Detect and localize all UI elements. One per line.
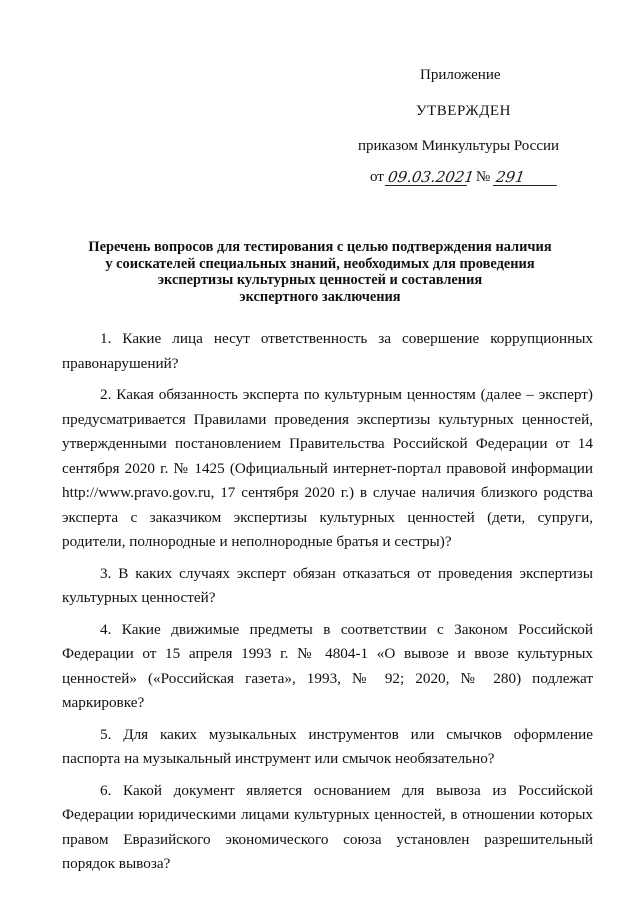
question-item: 5. Для каких музыкальных инструментов или смычков оформление паспорта на музыкальный инструмент или смычок необязательно?	[62, 725, 593, 767]
question-item: 1. Какие лица несут ответственность за совершение коррупционных правонарушений?	[62, 330, 593, 372]
title-line: у соискателей специальных знаний, необходимых для проведения	[105, 255, 535, 272]
title-line: экспертизы культурных ценностей и составления	[157, 272, 483, 288]
approved-label: УТВЕРЖДЕН	[416, 103, 511, 119]
title-line: экспертного заключения	[239, 288, 401, 305]
order-date-number	[370, 168, 558, 186]
handwritten-date: 09.03.2021	[386, 168, 476, 186]
appendix-label: Приложение	[420, 67, 501, 83]
document-title	[60, 239, 580, 305]
number-sign: №	[475, 169, 491, 185]
order-issuer: приказом Минкультуры России	[358, 138, 560, 154]
questions-list	[62, 327, 593, 884]
question-item: 6. Какой документ является основанием для вывоза из Российской Федерации юридическими лицами культурных ценностей, в отношении которых правом Евразийского экономического союза установлен разрешительный порядок вывоза?	[62, 781, 593, 872]
title-line: Перечень вопросов для тестирования с целью подтверждения наличия	[88, 239, 552, 255]
question-item: 3. В каких случаях эксперт обязан отказаться от проведения экспертизы культурных ценностей?	[62, 564, 593, 606]
question-item: 2. Какая обязанность эксперта по культурным ценностям (далее – эксперт) предусматривается Правилами проведения экспертизы культурных ценностей, утвержденными постановлением Правительства Российской Федерации от 14 сентября 2020 г. № 1425 (Официальный интернет-портал правовой информации http://www.pravo.gov.ru, 17 сентября 2020 г.) в случае наличия близкого родства эксперта с заказчиком экспертизы культурных ценностей (дети, супруги, родители, полнородные и неполнородные братья и сестры)?	[62, 386, 593, 550]
handwritten-number: 291	[493, 169, 559, 186]
question-item: 4. Какие движимые предметы в соответствии с Законом Российской Федерации от 15 апреля 1993 г. № 4804-1 «О вывозе и ввозе культурных ценностей» («Российская газета», 1993, № 92; 2020, № 280) подлежат маркировке?	[62, 620, 593, 711]
date-prefix: от	[370, 169, 384, 185]
